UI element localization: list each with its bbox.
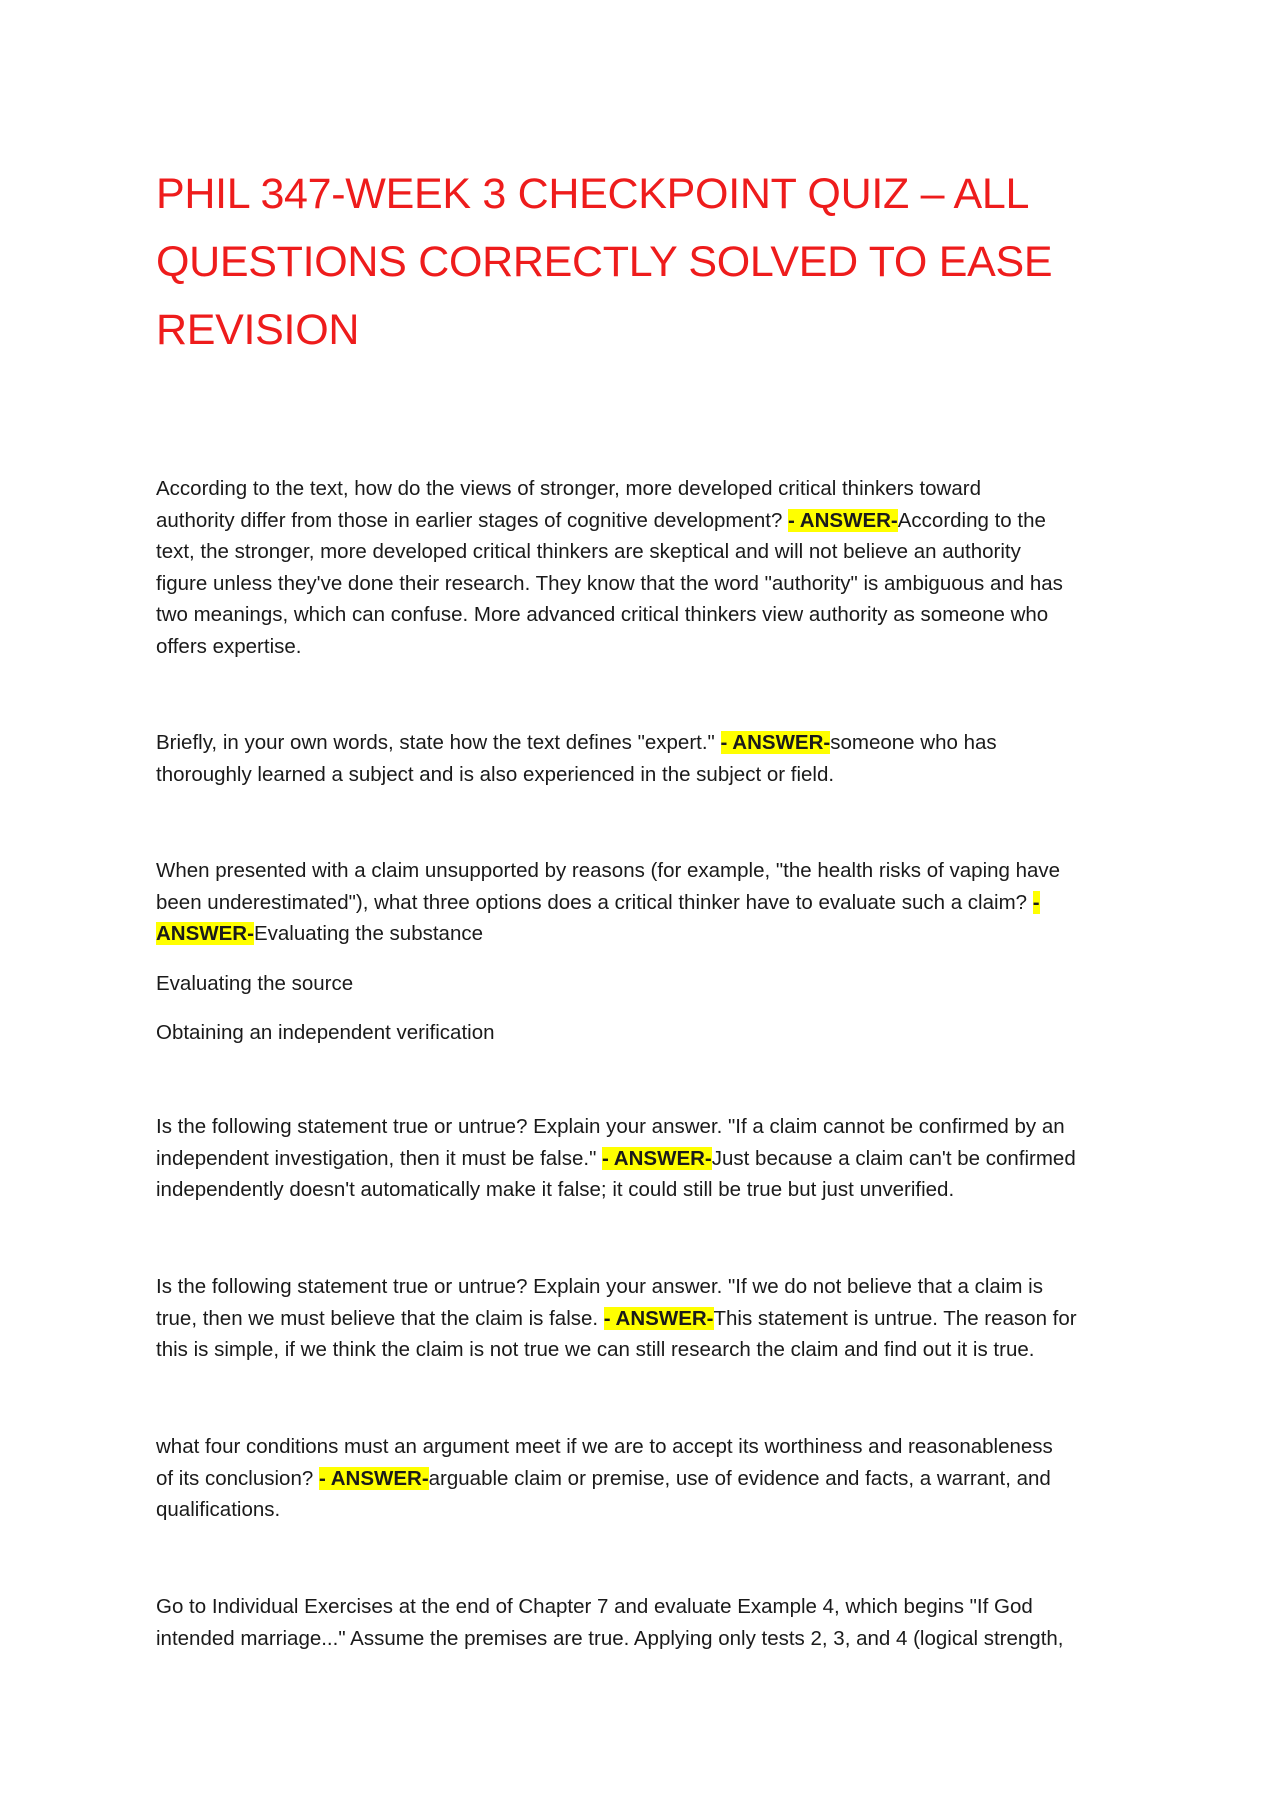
q5-text: true, then we must believe that the claim is false. xyxy=(156,1306,604,1330)
q5-line-1: Is the following statement true or untrue? Explain your answer. "If we do not believe that a claim is xyxy=(156,1275,1043,1298)
q5-line-3: this is simple, if we think the claim is not true we can still research the claim and find out it is true. xyxy=(156,1338,1035,1361)
q1-line-3: text, the stronger, more developed critical thinkers are skeptical and will not believe an authority xyxy=(156,540,1021,563)
answer-marker: - ANSWER- xyxy=(318,1466,429,1490)
q4-line-3: independently doesn't automatically make it false; it could still be true but just unverified. xyxy=(156,1178,955,1201)
q4-text: independent investigation, then it must be false." xyxy=(156,1146,603,1170)
q1-line-5: two meanings, which can confuse. More advanced critical thinkers view authority as someone who xyxy=(156,603,1049,626)
answer-marker: - ANSWER- xyxy=(603,1306,714,1330)
q2-text: Briefly, in your own words, state how the text defines "expert." xyxy=(156,731,721,754)
q3-option-3 xyxy=(156,1017,1156,1049)
q3-line-1: When presented with a claim unsupported by reasons (for example, "the health risks of vaping have xyxy=(156,859,1061,882)
q3-answer-option-1: Evaluating the substance xyxy=(253,922,484,945)
q6-answer-start: arguable claim or premise, use of evidence and facts, a warrant, and xyxy=(428,1466,1051,1490)
q7-line-2: intended marriage..." Assume the premises are true. Applying only tests 2, 3, and 4 (logical strength, xyxy=(156,1626,1064,1650)
question-7 xyxy=(156,1591,1156,1654)
q2-line-1 xyxy=(156,727,1156,759)
q1-line-1: According to the text, how do the views of stronger, more developed critical thinkers toward xyxy=(156,477,981,500)
q3-answer-option-3: Obtaining an independent verification xyxy=(156,1021,495,1044)
answer-marker: - ANSWER- xyxy=(602,1146,712,1170)
q3-text: been underestimated"), what three options does a critical thinker have to evaluate such a claim? xyxy=(156,890,1033,914)
question-5 xyxy=(156,1271,1156,1366)
q3-line-3 xyxy=(156,918,1156,950)
q6-line-3: qualifications. xyxy=(156,1498,281,1521)
q1-line-4: figure unless they've done their research. They know that the word "authority" is ambiguous and has xyxy=(156,571,1063,595)
q4-answer-start: Just because a claim can't be confirmed xyxy=(711,1146,1076,1170)
q4-line-1: Is the following statement true or untrue? Explain your answer. "If a claim cannot be confirmed by an xyxy=(156,1115,1065,1138)
q1-answer-start: According to the xyxy=(897,508,1046,532)
q1-text: authority differ from those in earlier stages of cognitive development? xyxy=(156,508,789,532)
q1-line-2 xyxy=(156,505,1156,537)
title-line-3: REVISION xyxy=(156,306,360,354)
answer-marker: - ANSWER- xyxy=(720,731,831,754)
q6-line-2 xyxy=(156,1463,1156,1495)
question-3 xyxy=(156,855,1156,950)
q5-answer-start: This statement is untrue. The reason for xyxy=(713,1306,1077,1330)
q2-answer-start: someone who has xyxy=(830,731,997,754)
q5-line-2 xyxy=(156,1303,1156,1335)
answer-marker: - ANSWER- xyxy=(788,508,898,532)
q6-line-1: what four conditions must an argument meet if we are to accept its worthiness and reasonableness xyxy=(156,1435,1053,1458)
q3-answer-option-2: Evaluating the source xyxy=(156,972,354,995)
title-line-2: QUESTIONS CORRECTLY SOLVED TO EASE xyxy=(156,238,1053,286)
question-4 xyxy=(156,1111,1156,1206)
q3-line-2 xyxy=(156,887,1156,919)
answer-marker-part-1: - xyxy=(1032,890,1040,914)
question-2 xyxy=(156,727,1156,790)
q3-option-2 xyxy=(156,968,1156,1000)
question-6 xyxy=(156,1431,1156,1526)
answer-marker-part-2: ANSWER- xyxy=(156,922,254,945)
q1-line-6: offers expertise. xyxy=(156,634,302,658)
question-1 xyxy=(156,473,1156,662)
q7-line-1: Go to Individual Exercises at the end of Chapter 7 and evaluate Example 4, which begins "If God xyxy=(156,1595,1033,1618)
q4-line-2 xyxy=(156,1143,1156,1175)
document-title xyxy=(156,160,1116,364)
title-line-1: PHIL 347-WEEK 3 CHECKPOINT QUIZ – ALL xyxy=(156,170,1030,218)
q6-text: of its conclusion? xyxy=(156,1466,319,1490)
q2-line-2: thoroughly learned a subject and is also experienced in the subject or field. xyxy=(156,762,835,786)
